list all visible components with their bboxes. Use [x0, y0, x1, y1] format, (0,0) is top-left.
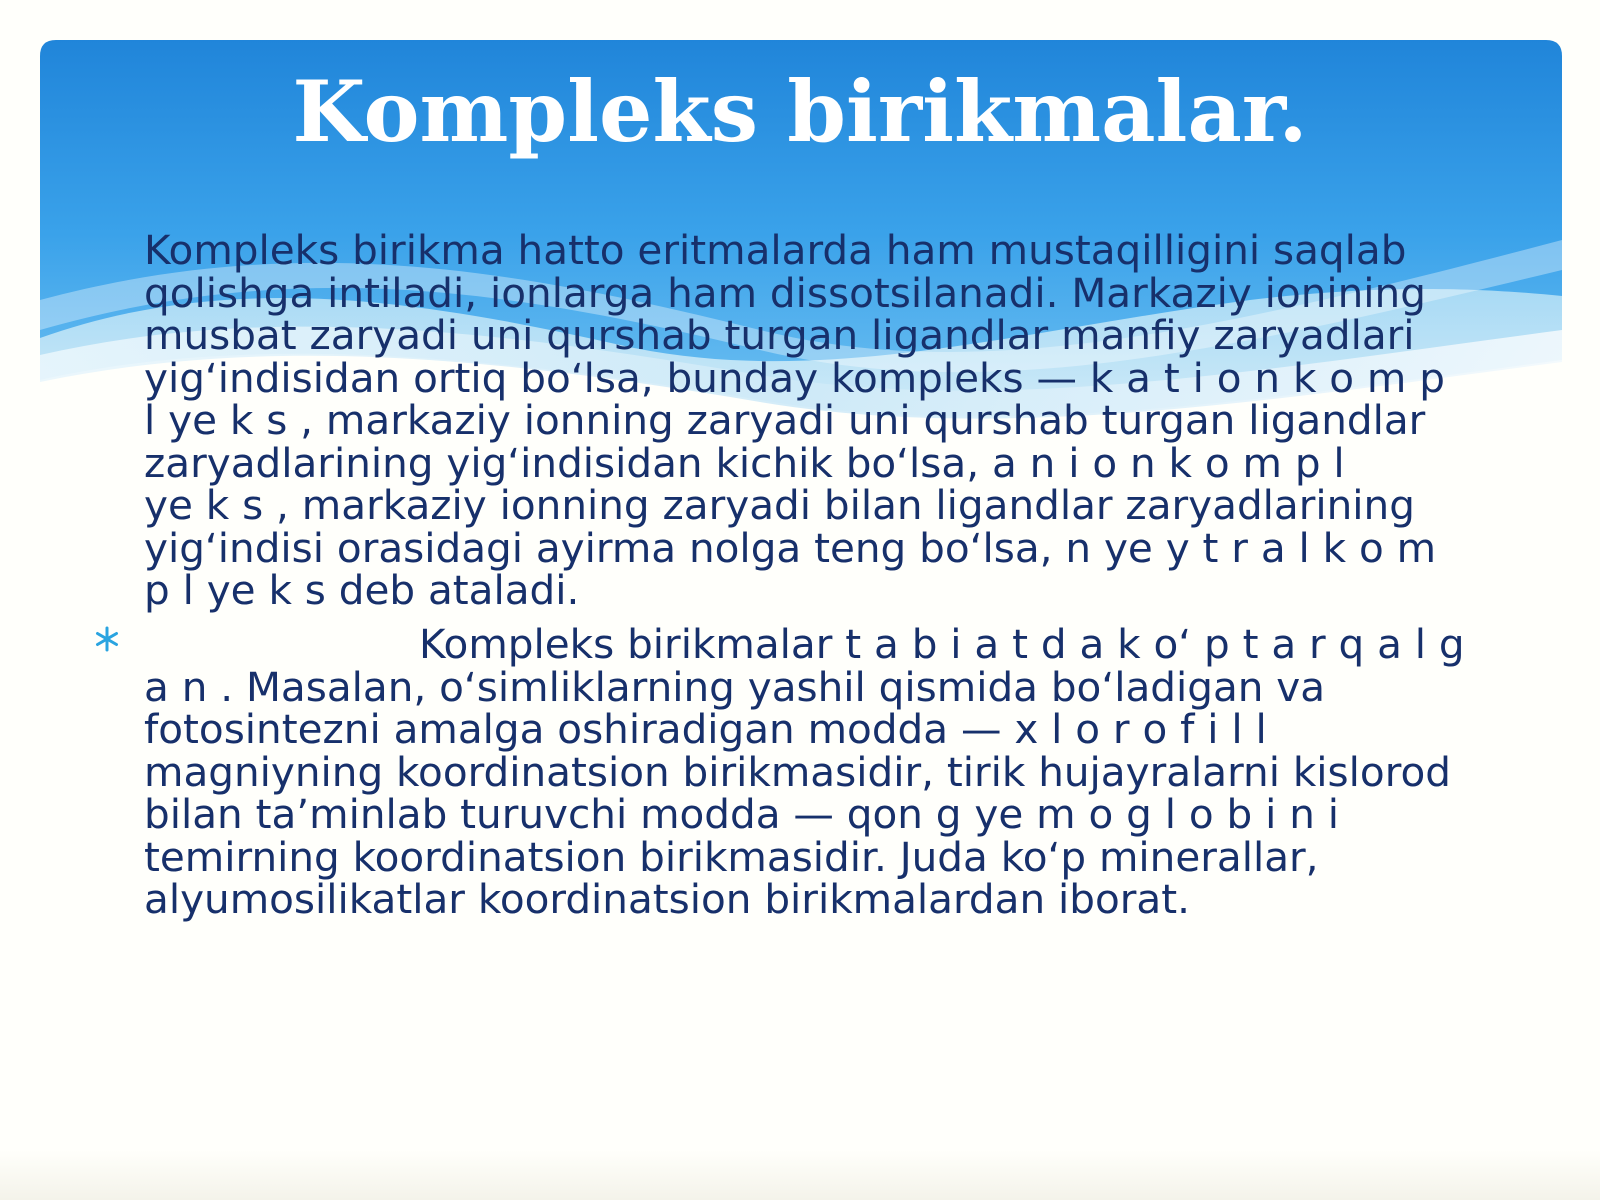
- paragraph-line: yig‘indisi orasidagi ayirma nolga teng bo‘lsa, n ye y t r a l k o m: [144, 523, 1437, 572]
- paragraph-line: magniyning koordinatsion birikmasidir, tirik hujayralarni kislorod: [144, 747, 1451, 796]
- footer-decoration: [0, 1150, 1600, 1200]
- star-bullet-icon: [94, 626, 120, 652]
- paragraph-line: ye k s , markaziy ionning zaryadi bilan ligandlar zaryadlarining: [144, 481, 1415, 529]
- paragraph-line: p l ye k s deb ataladi.: [144, 566, 580, 614]
- slide-title: Kompleks birikmalar.: [292, 62, 1308, 161]
- paragraph-line: bilan ta’minlab turuvchi modda — qon g ye m o g l o b i n i: [144, 790, 1339, 838]
- paragraph-line: l ye k s , markaziy ionning zaryadi uni qurshab turgan ligandlar: [144, 396, 1426, 444]
- paragraph-2: [144, 620, 1524, 923]
- paragraph-line: Kompleks birikma hatto eritmalarda ham mustaqilligini saqlab: [144, 226, 1407, 274]
- paragraph-1: [144, 226, 1524, 614]
- paragraph-line: yig‘indisidan ortiq bo‘lsa, bunday kompleks — k a t i o n k o m p: [144, 353, 1445, 402]
- paragraph-line: Kompleks birikmalar t a b i a t d a k o‘ p t a r q a l g: [419, 620, 1465, 668]
- paragraph-line: musbat zaryadi uni qurshab turgan ligandlar manfiy zaryadlari: [144, 311, 1415, 359]
- paragraph-line: temirning koordinatsion birikmasidir. Juda ko‘p minerallar,: [144, 832, 1319, 881]
- paragraph-line: a n . Masalan, o‘simliklarning yashil qismida bo‘ladigan va: [144, 662, 1326, 711]
- paragraph-line: qolishga intiladi, ionlarga ham dissotsilanadi. Markaziy ionining: [144, 268, 1426, 317]
- paragraph-line: fotosintezni amalga oshiradigan modda — x l o r o f i l l: [144, 705, 1267, 753]
- paragraph-line: alyumosilikatlar koordinatsion birikmalardan iborat.: [144, 875, 1190, 923]
- paragraph-line: zaryadlarining yig‘indisidan kichik bo‘lsa, a n i o n k o m p l: [144, 438, 1345, 487]
